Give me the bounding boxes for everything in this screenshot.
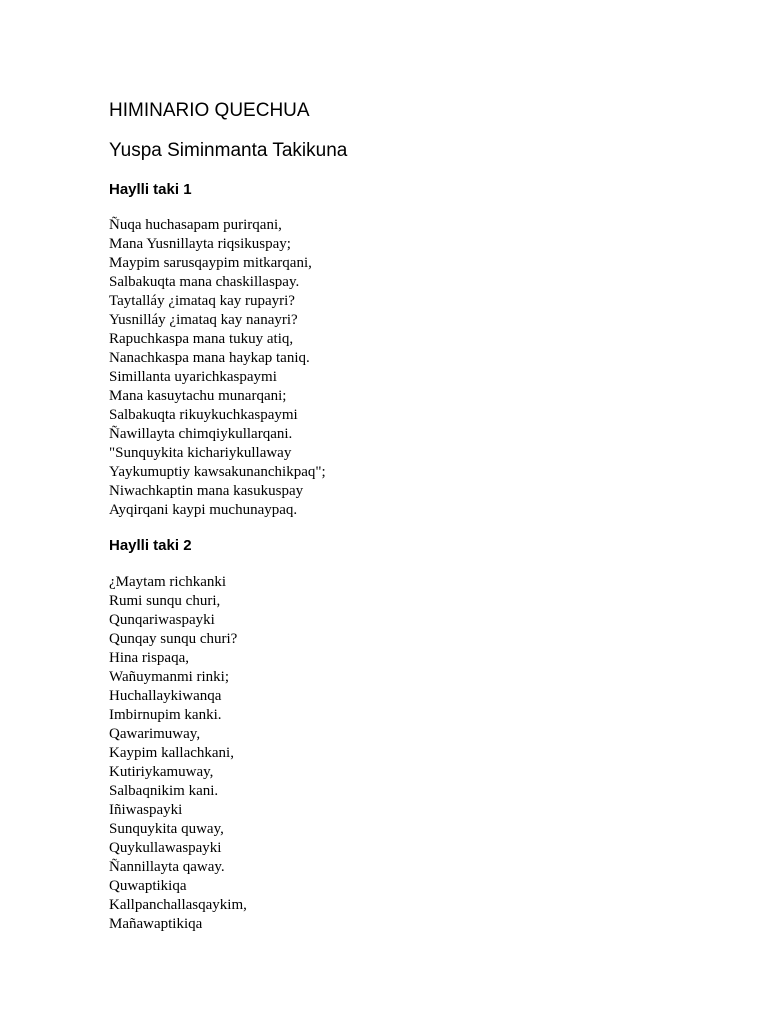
- hymn-line: Mana kasuytachu munarqani;: [109, 388, 287, 404]
- hymn-line: Mañawaptikiqa: [109, 916, 203, 932]
- hymn-1-heading: Haylli taki 1: [109, 181, 192, 198]
- hymn-line: "Sunquykita kichariykullaway: [109, 445, 292, 461]
- hymn-line: Ayqirqani kaypi muchunaypaq.: [109, 502, 298, 518]
- hymn-line: Yaykumuptiy kawsakunanchikpaq";: [109, 464, 326, 480]
- hymn-line: Ñannillayta qaway.: [109, 859, 225, 875]
- hymn-line: Kallpanchallasqaykim,: [109, 897, 247, 913]
- hymn-line: Mana Yusnillayta riqsikuspay;: [109, 236, 291, 252]
- hymn-line: Salbakuqta rikuykuchkaspaymi: [109, 407, 298, 423]
- hymn-line: Hina rispaqa,: [109, 650, 189, 666]
- document-subtitle: Yuspa Siminmanta Takikuna: [109, 140, 348, 161]
- hymn-line: Qunqay sunqu churi?: [109, 631, 238, 647]
- hymn-line: Qawarimuway,: [109, 726, 201, 742]
- hymn-line: Rapuchkaspa mana tukuy atiq,: [109, 331, 294, 347]
- hymn-line: Wañuymanmi rinki;: [109, 669, 230, 685]
- hymn-line: Salbakuqta mana chaskillaspay.: [109, 274, 300, 290]
- hymn-line: Qunqariwaspayki: [109, 612, 215, 628]
- hymn-line: Imbirnupim kanki.: [109, 707, 222, 723]
- hymn-line: Ñuqa huchasapam purirqani,: [109, 217, 282, 233]
- hymn-line: Ñawillayta chimqiykullarqani.: [109, 426, 293, 442]
- hymn-2-heading: Haylli taki 2: [109, 537, 192, 554]
- hymn-line: Kutiriykamuway,: [109, 764, 214, 780]
- hymn-line: Niwachkaptin mana kasukuspay: [109, 483, 304, 499]
- hymn-line: Huchallaykiwanqa: [109, 688, 222, 704]
- hymn-line: Salbaqnikim kani.: [109, 783, 219, 799]
- hymn-line: Rumi sunqu churi,: [109, 593, 221, 609]
- hymn-line: Kaypim kallachkani,: [109, 745, 234, 761]
- hymn-2-lines: [109, 573, 247, 934]
- hymn-line: Taytalláy ¿imataq kay rupayri?: [109, 293, 295, 309]
- hymn-line: Yusnilláy ¿imataq kay nanayri?: [109, 312, 298, 328]
- document-title: HIMINARIO QUECHUA: [109, 100, 310, 121]
- hymn-line: Nanachkaspa mana haykap taniq.: [109, 350, 310, 366]
- hymn-line: Iñiwaspayki: [109, 802, 183, 818]
- hymn-line: Quwaptikiqa: [109, 878, 187, 894]
- hymn-1-lines: [109, 216, 326, 520]
- hymn-line: Simillanta uyarichkaspaymi: [109, 369, 277, 385]
- hymn-line: Maypim sarusqaypim mitkarqani,: [109, 255, 312, 271]
- hymn-line: ¿Maytam richkanki: [109, 574, 227, 590]
- hymn-line: Sunquykita quway,: [109, 821, 224, 837]
- hymn-line: Quykullawaspayki: [109, 840, 222, 856]
